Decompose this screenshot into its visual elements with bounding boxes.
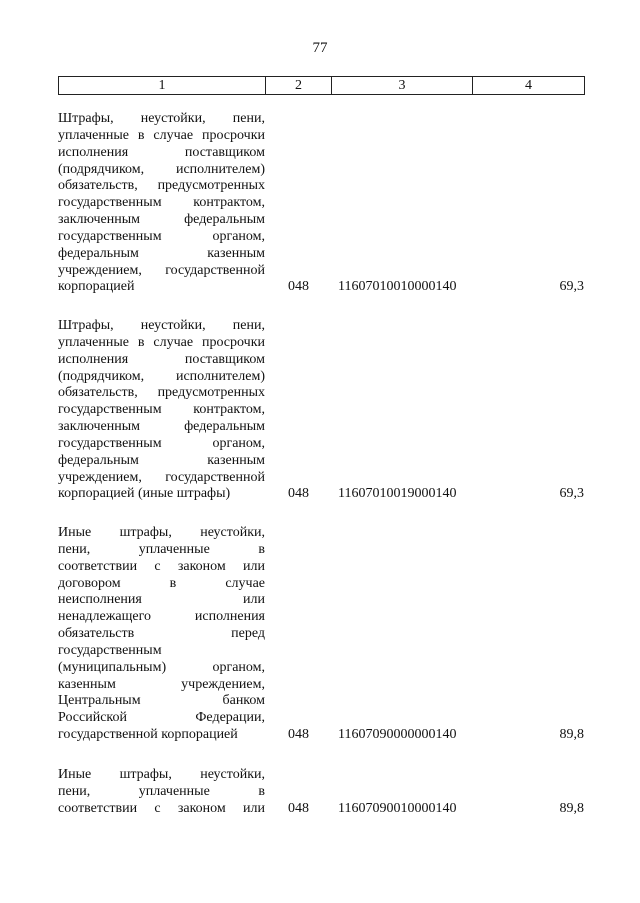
description-line: учреждением, государственной: [58, 469, 265, 485]
description-line: государственным контрактом,: [58, 402, 265, 418]
description-line: Иные штрафы, неустойки,: [58, 525, 265, 540]
column-header-4: 4: [473, 77, 585, 95]
description-line: соответствии с законом или: [58, 558, 265, 574]
description-line: государственным органом,: [58, 228, 265, 244]
description-line: Центральным банком: [58, 693, 265, 709]
description-line: федеральным казенным: [58, 452, 265, 468]
budget-classification-code: 11607010019000140: [338, 486, 457, 502]
row-description: [58, 767, 265, 818]
description-line: обязательств, предусмотренных: [58, 178, 265, 194]
row-description: [58, 525, 265, 744]
description-line: учреждением, государственной: [58, 262, 265, 278]
amount: 69,3: [559, 486, 584, 502]
description-line: Российской Федерации,: [58, 710, 265, 726]
admin-code: 048: [288, 800, 309, 816]
description-line: уплаченные в случае просрочки: [58, 127, 265, 143]
row-description: [58, 111, 265, 296]
description-line: государственным контрактом,: [58, 195, 265, 211]
description-line: (подрядчиком, исполнителем): [58, 161, 265, 177]
description-line: соответствии с законом или: [58, 800, 265, 816]
admin-code: 048: [288, 727, 309, 743]
budget-classification-code: 11607090010000140: [338, 800, 457, 816]
description-line: федеральным казенным: [58, 245, 265, 261]
description-line: исполнения поставщиком: [58, 144, 265, 160]
description-line: обязательств, предусмотренных: [58, 385, 265, 401]
row-description: [58, 318, 265, 503]
table-row: [58, 767, 584, 818]
budget-classification-code: 11607090000000140: [338, 727, 457, 743]
table-row: [58, 525, 584, 744]
description-line: заключенным федеральным: [58, 419, 265, 435]
column-header-row: [58, 76, 585, 95]
column-header-1: 1: [59, 77, 266, 95]
amount: 89,8: [559, 800, 584, 816]
description-line: неисполнения или: [58, 592, 265, 608]
description-line: государственным: [58, 642, 162, 658]
description-line: обязательств перед: [58, 626, 265, 642]
page-number: 77: [312, 40, 328, 56]
table-row: [58, 318, 584, 503]
admin-code: 048: [288, 279, 309, 295]
description-line: казенным учреждением,: [58, 676, 265, 692]
admin-code: 048: [288, 486, 309, 502]
table-row: [58, 111, 584, 296]
description-line: Штрафы, неустойки, пени,: [58, 318, 265, 333]
column-header-3: 3: [332, 77, 473, 95]
description-line: (подрядчиком, исполнителем): [58, 368, 265, 384]
description-line: корпорацией: [58, 279, 135, 295]
description-line: ненадлежащего исполнения: [58, 609, 265, 625]
description-line: (муниципальным) органом,: [58, 659, 265, 675]
description-line: договором в случае: [58, 575, 265, 591]
budget-classification-code: 11607010010000140: [338, 279, 457, 295]
description-line: государственным органом,: [58, 435, 265, 451]
description-line: Иные штрафы, неустойки,: [58, 767, 265, 782]
amount: 89,8: [559, 727, 584, 743]
description-line: исполнения поставщиком: [58, 351, 265, 367]
description-line: государственной корпорацией: [58, 727, 238, 743]
description-line: Штрафы, неустойки, пени,: [58, 111, 265, 126]
description-line: заключенным федеральным: [58, 212, 265, 228]
description-line: корпорацией (иные штрафы): [58, 486, 231, 502]
description-line: уплаченные в случае просрочки: [58, 334, 265, 350]
description-line: пени, уплаченные в: [58, 541, 265, 557]
description-line: пени, уплаченные в: [58, 783, 265, 799]
column-header-2: 2: [266, 77, 332, 95]
amount: 69,3: [559, 279, 584, 295]
